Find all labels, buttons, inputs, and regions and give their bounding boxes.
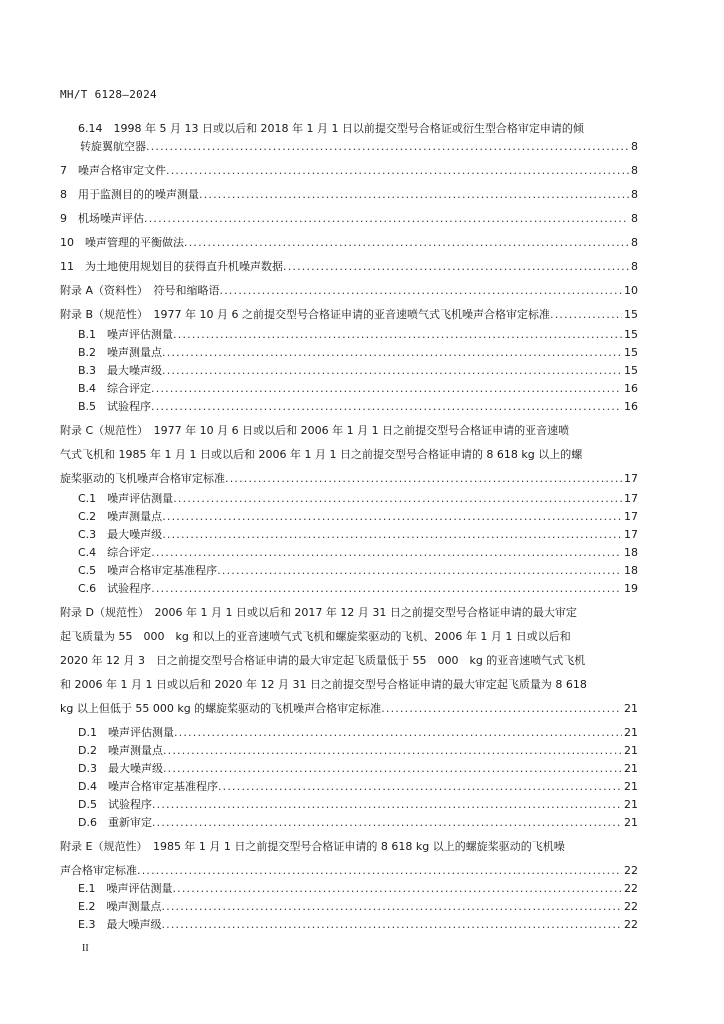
toc-entry-title: E.2 噪声测量点 <box>78 900 162 913</box>
toc-entry[interactable] <box>60 211 638 227</box>
toc-entry-page: 19 <box>624 582 638 595</box>
toc-entry[interactable] <box>78 363 638 379</box>
toc-entry[interactable] <box>78 509 638 525</box>
toc-entry-page: 16 <box>624 382 638 395</box>
toc-entry[interactable] <box>78 527 638 543</box>
dot-leader <box>162 345 622 361</box>
toc-entry-title: 11 为土地使用规划目的获得直升机噪声数据 <box>60 260 283 273</box>
dot-leader <box>162 527 622 543</box>
dot-leader <box>163 743 622 759</box>
toc-entry-title: E.1 噪声评估测量 <box>78 882 173 895</box>
toc-entry[interactable] <box>78 491 638 507</box>
toc-entry-title: D.2 噪声测量点 <box>78 744 163 757</box>
toc-entry-title: D.5 试验程序 <box>78 798 152 811</box>
toc-entry-title: 附录 C（规范性） 1977 年 10 月 6 日或以后和 2006 年 1 月 1 日之前提交型号合格证申请的亚音速喷 <box>60 424 570 437</box>
toc-entry-page: 15 <box>624 328 638 341</box>
toc-entry[interactable] <box>60 629 638 645</box>
toc-entry-page: 8 <box>631 212 638 225</box>
dot-leader <box>173 327 622 343</box>
toc-entry-page: 21 <box>624 816 638 829</box>
dot-leader <box>161 899 622 915</box>
toc-entry-title: 附录 B（规范性） 1977 年 10 月 6 之前提交型号合格证申请的亚音速喷气式飞机噪声合格审定标准 <box>60 308 551 321</box>
toc-entry-title: 气式飞机和 1985 年 1 月 1 日或以后和 2006 年 1 月 1 日之前提交型号合格证申请的 8 618 kg 以上的螺 <box>60 448 583 461</box>
toc-entry-page: 21 <box>624 798 638 811</box>
toc-entry-title: C.5 噪声合格审定基准程序 <box>78 564 218 577</box>
dot-leader <box>151 545 622 561</box>
toc-entry[interactable] <box>78 581 638 597</box>
toc-entry-page: 21 <box>624 702 638 715</box>
toc-entry[interactable] <box>60 163 638 179</box>
toc-entry-title: kg 以上但低于 55 000 kg 的螺旋桨驱动的飞机噪声合格审定标准 <box>60 702 382 715</box>
dot-leader <box>225 471 622 487</box>
toc-entry[interactable] <box>60 677 638 693</box>
dot-leader <box>161 917 622 933</box>
toc-entry[interactable] <box>78 563 638 579</box>
toc-entry[interactable] <box>78 761 638 777</box>
toc-entry-title: 7 噪声合格审定文件 <box>60 164 166 177</box>
toc-entry[interactable] <box>78 345 638 361</box>
toc-entry[interactable] <box>78 399 638 415</box>
toc-entry-page: 17 <box>624 472 638 485</box>
toc-entry[interactable] <box>78 545 638 561</box>
toc-entry-title: 2020 年 12 月 3 日之前提交型号合格证申请的最大审定起飞质量低于 55 000 kg 的亚音速喷气式飞机 <box>60 654 586 667</box>
toc-entry-page: 8 <box>631 140 638 153</box>
page-number-roman: II <box>82 943 89 954</box>
dot-leader <box>151 399 622 415</box>
toc-entry-title: B.1 噪声评估测量 <box>78 328 174 341</box>
toc-entry-page: 10 <box>624 284 638 297</box>
toc-entry-title: 9 机场噪声评估 <box>60 212 144 225</box>
toc-entry[interactable] <box>78 743 638 759</box>
dot-leader <box>162 509 622 525</box>
toc-entry[interactable] <box>60 235 638 251</box>
toc-entry-title: D.3 最大噪声级 <box>78 762 163 775</box>
dot-leader <box>217 563 622 579</box>
toc-entry[interactable] <box>60 701 638 717</box>
toc-entry-page: 22 <box>624 882 638 895</box>
dot-leader <box>220 283 622 299</box>
toc-entry-page: 21 <box>624 726 638 739</box>
toc-entry[interactable] <box>78 881 638 897</box>
toc-entry[interactable] <box>60 187 638 203</box>
toc-entry[interactable] <box>60 839 638 855</box>
toc-entry-title: B.4 综合评定 <box>78 382 152 395</box>
toc-entry-page: 21 <box>624 780 638 793</box>
toc-entry-title: 附录 E（规范性） 1985 年 1 月 1 日之前提交型号合格证申请的 8 618 kg 以上的螺旋桨驱动的飞机噪 <box>60 840 565 853</box>
dot-leader <box>218 779 622 795</box>
document-code: MH/T 6128—2024 <box>60 88 157 101</box>
toc-entry[interactable] <box>78 725 638 741</box>
dot-leader <box>184 235 629 251</box>
toc-entry-page: 16 <box>624 400 638 413</box>
toc-entry[interactable] <box>78 121 638 137</box>
dot-leader <box>146 139 629 155</box>
toc-entry[interactable] <box>60 307 638 323</box>
dot-leader <box>144 211 629 227</box>
dot-leader <box>283 259 629 275</box>
toc-entry-title: D.6 重新审定 <box>78 816 152 829</box>
toc-entry[interactable] <box>60 471 638 487</box>
toc-entry-title: E.3 最大噪声级 <box>78 918 162 931</box>
toc-entry-title: B.5 试验程序 <box>78 400 152 413</box>
toc-entry-page: 21 <box>624 744 638 757</box>
dot-leader <box>174 725 622 741</box>
toc-entry-page: 21 <box>624 762 638 775</box>
toc-entry[interactable] <box>60 653 638 669</box>
toc-entry[interactable] <box>78 779 638 795</box>
toc-entry-page: 15 <box>624 346 638 359</box>
dot-leader <box>151 581 622 597</box>
dot-leader <box>163 761 622 777</box>
toc-entry-title: C.2 噪声测量点 <box>78 510 163 523</box>
dot-leader <box>137 863 622 879</box>
dot-leader <box>550 307 622 323</box>
toc-entry[interactable] <box>60 863 638 879</box>
dot-leader <box>172 881 622 897</box>
toc-entry-page: 8 <box>631 188 638 201</box>
toc-entry-page: 22 <box>624 900 638 913</box>
toc-entry-title: 10 噪声管理的平衡做法 <box>60 236 184 249</box>
toc-entry-page: 22 <box>624 864 638 877</box>
toc-entry-title: C.3 最大噪声级 <box>78 528 163 541</box>
toc-entry-page: 15 <box>624 308 638 321</box>
toc-entry-title: 声合格审定标准 <box>60 864 137 877</box>
dot-leader <box>173 491 622 507</box>
dot-leader <box>152 815 622 831</box>
dot-leader <box>381 701 622 717</box>
toc-entry[interactable] <box>60 447 638 463</box>
toc-entry-title: 转旋翼航空器 <box>80 140 146 153</box>
dot-leader <box>152 797 622 813</box>
toc-entry[interactable] <box>78 899 638 915</box>
toc-entry-title: D.4 噪声合格审定基准程序 <box>78 780 218 793</box>
toc-entry[interactable] <box>60 605 638 621</box>
toc-entry-title: 附录 A（资料性） 符号和缩略语 <box>60 284 220 297</box>
toc-entry-title: 8 用于监测目的的噪声测量 <box>60 188 199 201</box>
toc-entry-title: 起飞质量为 55 000 kg 和以上的亚音速喷气式飞机和螺旋桨驱动的飞机、2006 年 1 月 1 日或以后和 <box>60 630 571 643</box>
toc-entry-page: 8 <box>631 236 638 249</box>
toc-entry[interactable] <box>78 797 638 813</box>
toc-entry-page: 17 <box>624 510 638 523</box>
toc-entry-page: 18 <box>624 546 638 559</box>
toc-entry[interactable] <box>80 139 638 155</box>
toc-entry[interactable] <box>78 327 638 343</box>
toc-entry-page: 17 <box>624 492 638 505</box>
toc-entry-title: 6.14 1998 年 5 月 13 日或以后和 2018 年 1 月 1 日以前提交型号合格证或衍生型合格审定申请的倾 <box>78 122 584 135</box>
dot-leader <box>162 363 622 379</box>
dot-leader <box>199 187 629 203</box>
toc-entry[interactable] <box>78 815 638 831</box>
toc-entry-title: 旋桨驱动的飞机噪声合格审定标准 <box>60 472 225 485</box>
toc-entry-title: 附录 D（规范性） 2006 年 1 月 1 日或以后和 2017 年 12 月 31 日之前提交型号合格证申请的最大审定 <box>60 606 577 619</box>
toc-entry-title: C.1 噪声评估测量 <box>78 492 174 505</box>
toc-entry-title: C.4 综合评定 <box>78 546 152 559</box>
toc-entry-title: B.3 最大噪声级 <box>78 364 163 377</box>
dot-leader <box>166 163 629 179</box>
toc-entry[interactable] <box>60 259 638 275</box>
toc-entry-title: D.1 噪声评估测量 <box>78 726 174 739</box>
dot-leader <box>151 381 622 397</box>
toc-entry-page: 17 <box>624 528 638 541</box>
toc-entry-title: B.2 噪声测量点 <box>78 346 163 359</box>
toc-entry-page: 8 <box>631 164 638 177</box>
toc-entry-page: 15 <box>624 364 638 377</box>
toc-entry-page: 8 <box>631 260 638 273</box>
toc-entry-page: 18 <box>624 564 638 577</box>
toc-entry[interactable] <box>78 381 638 397</box>
toc-entry[interactable] <box>60 283 638 299</box>
toc-entry-page: 22 <box>624 918 638 931</box>
toc-entry[interactable] <box>60 423 638 439</box>
toc-entry-title: C.6 试验程序 <box>78 582 152 595</box>
toc-entry-title: 和 2006 年 1 月 1 日或以后和 2020 年 12 月 31 日之前提交型号合格证申请的最大审定起飞质量为 8 618 <box>60 678 587 691</box>
toc-entry[interactable] <box>78 917 638 933</box>
